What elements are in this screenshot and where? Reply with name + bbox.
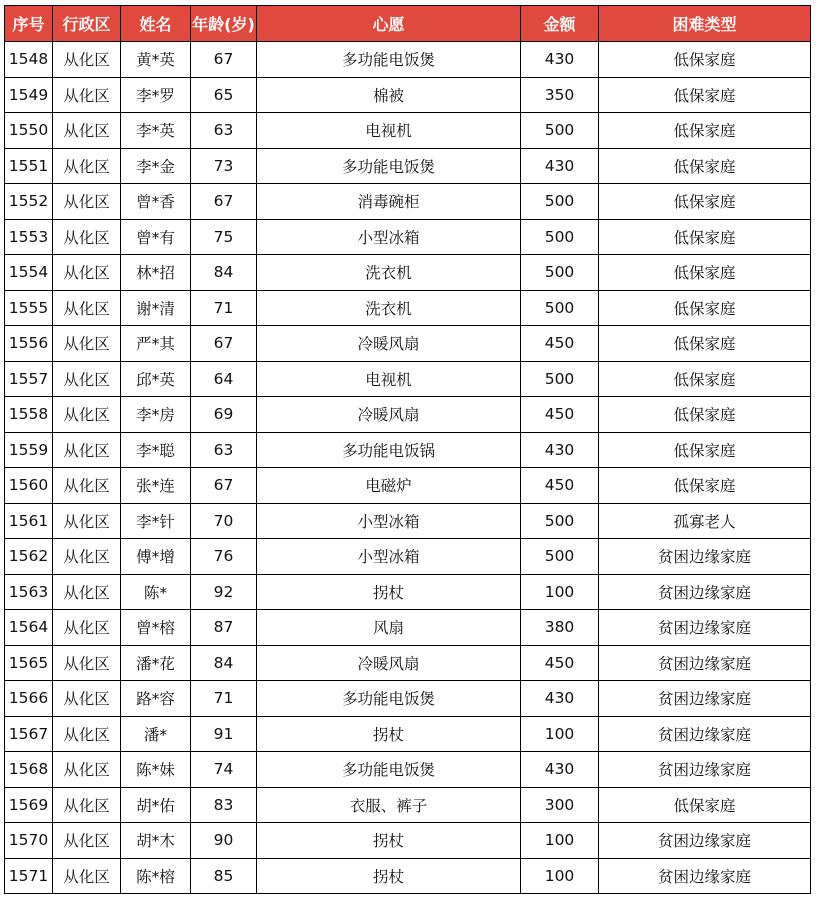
district-cell: 从化区 [53, 858, 121, 894]
wish-cell: 小型冰箱 [257, 219, 521, 255]
wish-cell: 衣服、裤子 [257, 787, 521, 823]
amount-cell: 350 [521, 77, 599, 113]
hardship-type-cell: 低保家庭 [599, 184, 811, 220]
amount-cell: 430 [521, 42, 599, 78]
hardship-type-cell: 低保家庭 [599, 326, 811, 362]
amount-cell: 500 [521, 539, 599, 575]
serial-number-cell: 1556 [5, 326, 53, 362]
name-cell: 黄*英 [121, 42, 191, 78]
district-cell: 从化区 [53, 681, 121, 717]
district-cell: 从化区 [53, 823, 121, 859]
table-row [5, 184, 811, 220]
header-amount: 金额 [521, 6, 599, 42]
header-district: 行政区 [53, 6, 121, 42]
table-row [5, 752, 811, 788]
serial-number-cell: 1548 [5, 42, 53, 78]
age-cell: 83 [191, 787, 257, 823]
wish-cell: 冷暖风扇 [257, 397, 521, 433]
age-cell: 67 [191, 42, 257, 78]
name-cell: 曾*有 [121, 219, 191, 255]
age-cell: 76 [191, 539, 257, 575]
name-cell: 胡*佑 [121, 787, 191, 823]
wish-cell: 拐杖 [257, 858, 521, 894]
hardship-type-cell: 低保家庭 [599, 255, 811, 291]
table-body [5, 42, 811, 894]
table-row [5, 113, 811, 149]
wish-cell: 多功能电饭锅 [257, 432, 521, 468]
age-cell: 91 [191, 716, 257, 752]
name-cell: 傅*增 [121, 539, 191, 575]
district-cell: 从化区 [53, 752, 121, 788]
serial-number-cell: 1571 [5, 858, 53, 894]
header-wish: 心愿 [257, 6, 521, 42]
table-row [5, 823, 811, 859]
district-cell: 从化区 [53, 255, 121, 291]
wish-cell: 小型冰箱 [257, 503, 521, 539]
hardship-type-cell: 贫困边缘家庭 [599, 716, 811, 752]
district-cell: 从化区 [53, 184, 121, 220]
serial-number-cell: 1566 [5, 681, 53, 717]
amount-cell: 450 [521, 645, 599, 681]
district-cell: 从化区 [53, 148, 121, 184]
table-row [5, 468, 811, 504]
serial-number-cell: 1568 [5, 752, 53, 788]
hardship-type-cell: 低保家庭 [599, 361, 811, 397]
table-row [5, 681, 811, 717]
amount-cell: 500 [521, 255, 599, 291]
hardship-type-cell: 贫困边缘家庭 [599, 752, 811, 788]
table-row [5, 539, 811, 575]
hardship-type-cell: 低保家庭 [599, 397, 811, 433]
hardship-type-cell: 低保家庭 [599, 468, 811, 504]
amount-cell: 430 [521, 681, 599, 717]
age-cell: 67 [191, 184, 257, 220]
wish-cell: 多功能电饭煲 [257, 681, 521, 717]
wish-cell: 洗衣机 [257, 290, 521, 326]
amount-cell: 430 [521, 148, 599, 184]
table-row [5, 716, 811, 752]
district-cell: 从化区 [53, 326, 121, 362]
table-row [5, 610, 811, 646]
district-cell: 从化区 [53, 397, 121, 433]
name-cell: 曾*香 [121, 184, 191, 220]
name-cell: 潘* [121, 716, 191, 752]
wish-cell: 电磁炉 [257, 468, 521, 504]
age-cell: 92 [191, 574, 257, 610]
amount-cell: 100 [521, 823, 599, 859]
name-cell: 张*连 [121, 468, 191, 504]
wish-cell: 多功能电饭煲 [257, 752, 521, 788]
wish-cell: 棉被 [257, 77, 521, 113]
table-row [5, 645, 811, 681]
wish-cell: 多功能电饭煲 [257, 148, 521, 184]
district-cell: 从化区 [53, 113, 121, 149]
wish-cell: 洗衣机 [257, 255, 521, 291]
name-cell: 李*针 [121, 503, 191, 539]
serial-number-cell: 1563 [5, 574, 53, 610]
age-cell: 75 [191, 219, 257, 255]
table-row [5, 148, 811, 184]
district-cell: 从化区 [53, 290, 121, 326]
age-cell: 84 [191, 255, 257, 291]
serial-number-cell: 1558 [5, 397, 53, 433]
serial-number-cell: 1559 [5, 432, 53, 468]
hardship-type-cell: 低保家庭 [599, 290, 811, 326]
wish-cell: 电视机 [257, 361, 521, 397]
amount-cell: 300 [521, 787, 599, 823]
name-cell: 谢*清 [121, 290, 191, 326]
wish-cell: 拐杖 [257, 574, 521, 610]
amount-cell: 450 [521, 468, 599, 504]
amount-cell: 430 [521, 432, 599, 468]
amount-cell: 430 [521, 752, 599, 788]
serial-number-cell: 1560 [5, 468, 53, 504]
hardship-type-cell: 贫困边缘家庭 [599, 645, 811, 681]
header-serial-number: 序号 [5, 6, 53, 42]
wish-cell: 电视机 [257, 113, 521, 149]
age-cell: 69 [191, 397, 257, 433]
serial-number-cell: 1553 [5, 219, 53, 255]
age-cell: 74 [191, 752, 257, 788]
table-row [5, 219, 811, 255]
name-cell: 潘*花 [121, 645, 191, 681]
name-cell: 严*其 [121, 326, 191, 362]
amount-cell: 500 [521, 361, 599, 397]
age-cell: 73 [191, 148, 257, 184]
name-cell: 李*房 [121, 397, 191, 433]
table-row [5, 574, 811, 610]
amount-cell: 100 [521, 858, 599, 894]
age-cell: 84 [191, 645, 257, 681]
age-cell: 67 [191, 326, 257, 362]
name-cell: 李*金 [121, 148, 191, 184]
amount-cell: 500 [521, 503, 599, 539]
hardship-type-cell: 低保家庭 [599, 787, 811, 823]
serial-number-cell: 1554 [5, 255, 53, 291]
wish-cell: 风扇 [257, 610, 521, 646]
serial-number-cell: 1561 [5, 503, 53, 539]
table-header-row [5, 6, 811, 42]
table-row [5, 290, 811, 326]
amount-cell: 500 [521, 184, 599, 220]
wish-cell: 消毒碗柜 [257, 184, 521, 220]
wish-cell: 拐杖 [257, 823, 521, 859]
hardship-type-cell: 贫困边缘家庭 [599, 823, 811, 859]
age-cell: 63 [191, 113, 257, 149]
amount-cell: 100 [521, 574, 599, 610]
wish-cell: 冷暖风扇 [257, 326, 521, 362]
table-row [5, 397, 811, 433]
header-age: 年龄(岁) [191, 6, 257, 42]
district-cell: 从化区 [53, 716, 121, 752]
header-hardship-type: 困难类型 [599, 6, 811, 42]
district-cell: 从化区 [53, 503, 121, 539]
wish-cell: 拐杖 [257, 716, 521, 752]
name-cell: 曾*榕 [121, 610, 191, 646]
age-cell: 71 [191, 681, 257, 717]
district-cell: 从化区 [53, 574, 121, 610]
serial-number-cell: 1557 [5, 361, 53, 397]
amount-cell: 100 [521, 716, 599, 752]
table-row [5, 42, 811, 78]
name-cell: 路*容 [121, 681, 191, 717]
serial-number-cell: 1549 [5, 77, 53, 113]
age-cell: 87 [191, 610, 257, 646]
serial-number-cell: 1570 [5, 823, 53, 859]
serial-number-cell: 1550 [5, 113, 53, 149]
hardship-type-cell: 低保家庭 [599, 432, 811, 468]
wish-cell: 小型冰箱 [257, 539, 521, 575]
amount-cell: 380 [521, 610, 599, 646]
serial-number-cell: 1551 [5, 148, 53, 184]
table-row [5, 326, 811, 362]
age-cell: 85 [191, 858, 257, 894]
amount-cell: 500 [521, 113, 599, 149]
name-cell: 陈*妹 [121, 752, 191, 788]
wish-list-table [4, 5, 811, 894]
age-cell: 71 [191, 290, 257, 326]
age-cell: 67 [191, 468, 257, 504]
name-cell: 李*罗 [121, 77, 191, 113]
name-cell: 胡*木 [121, 823, 191, 859]
hardship-type-cell: 孤寡老人 [599, 503, 811, 539]
table-row [5, 858, 811, 894]
table-row [5, 787, 811, 823]
amount-cell: 500 [521, 290, 599, 326]
district-cell: 从化区 [53, 219, 121, 255]
serial-number-cell: 1552 [5, 184, 53, 220]
age-cell: 65 [191, 77, 257, 113]
table-row [5, 432, 811, 468]
age-cell: 70 [191, 503, 257, 539]
name-cell: 邱*英 [121, 361, 191, 397]
name-cell: 陈*榕 [121, 858, 191, 894]
district-cell: 从化区 [53, 361, 121, 397]
hardship-type-cell: 贫困边缘家庭 [599, 574, 811, 610]
name-cell: 陈* [121, 574, 191, 610]
hardship-type-cell: 低保家庭 [599, 113, 811, 149]
hardship-type-cell: 贫困边缘家庭 [599, 858, 811, 894]
district-cell: 从化区 [53, 77, 121, 113]
district-cell: 从化区 [53, 645, 121, 681]
table-row [5, 503, 811, 539]
serial-number-cell: 1567 [5, 716, 53, 752]
age-cell: 90 [191, 823, 257, 859]
serial-number-cell: 1562 [5, 539, 53, 575]
wish-cell: 多功能电饭煲 [257, 42, 521, 78]
hardship-type-cell: 低保家庭 [599, 148, 811, 184]
age-cell: 63 [191, 432, 257, 468]
district-cell: 从化区 [53, 432, 121, 468]
name-cell: 李*英 [121, 113, 191, 149]
hardship-type-cell: 低保家庭 [599, 219, 811, 255]
amount-cell: 450 [521, 397, 599, 433]
name-cell: 李*聪 [121, 432, 191, 468]
serial-number-cell: 1565 [5, 645, 53, 681]
amount-cell: 500 [521, 219, 599, 255]
hardship-type-cell: 低保家庭 [599, 77, 811, 113]
name-cell: 林*招 [121, 255, 191, 291]
amount-cell: 450 [521, 326, 599, 362]
header-name: 姓名 [121, 6, 191, 42]
table-row [5, 255, 811, 291]
wish-cell: 冷暖风扇 [257, 645, 521, 681]
hardship-type-cell: 贫困边缘家庭 [599, 681, 811, 717]
serial-number-cell: 1564 [5, 610, 53, 646]
serial-number-cell: 1569 [5, 787, 53, 823]
district-cell: 从化区 [53, 610, 121, 646]
hardship-type-cell: 贫困边缘家庭 [599, 610, 811, 646]
district-cell: 从化区 [53, 468, 121, 504]
district-cell: 从化区 [53, 42, 121, 78]
district-cell: 从化区 [53, 539, 121, 575]
age-cell: 64 [191, 361, 257, 397]
wish-list-table-container [4, 5, 811, 894]
hardship-type-cell: 低保家庭 [599, 42, 811, 78]
table-row [5, 77, 811, 113]
table-row [5, 361, 811, 397]
serial-number-cell: 1555 [5, 290, 53, 326]
district-cell: 从化区 [53, 787, 121, 823]
hardship-type-cell: 贫困边缘家庭 [599, 539, 811, 575]
